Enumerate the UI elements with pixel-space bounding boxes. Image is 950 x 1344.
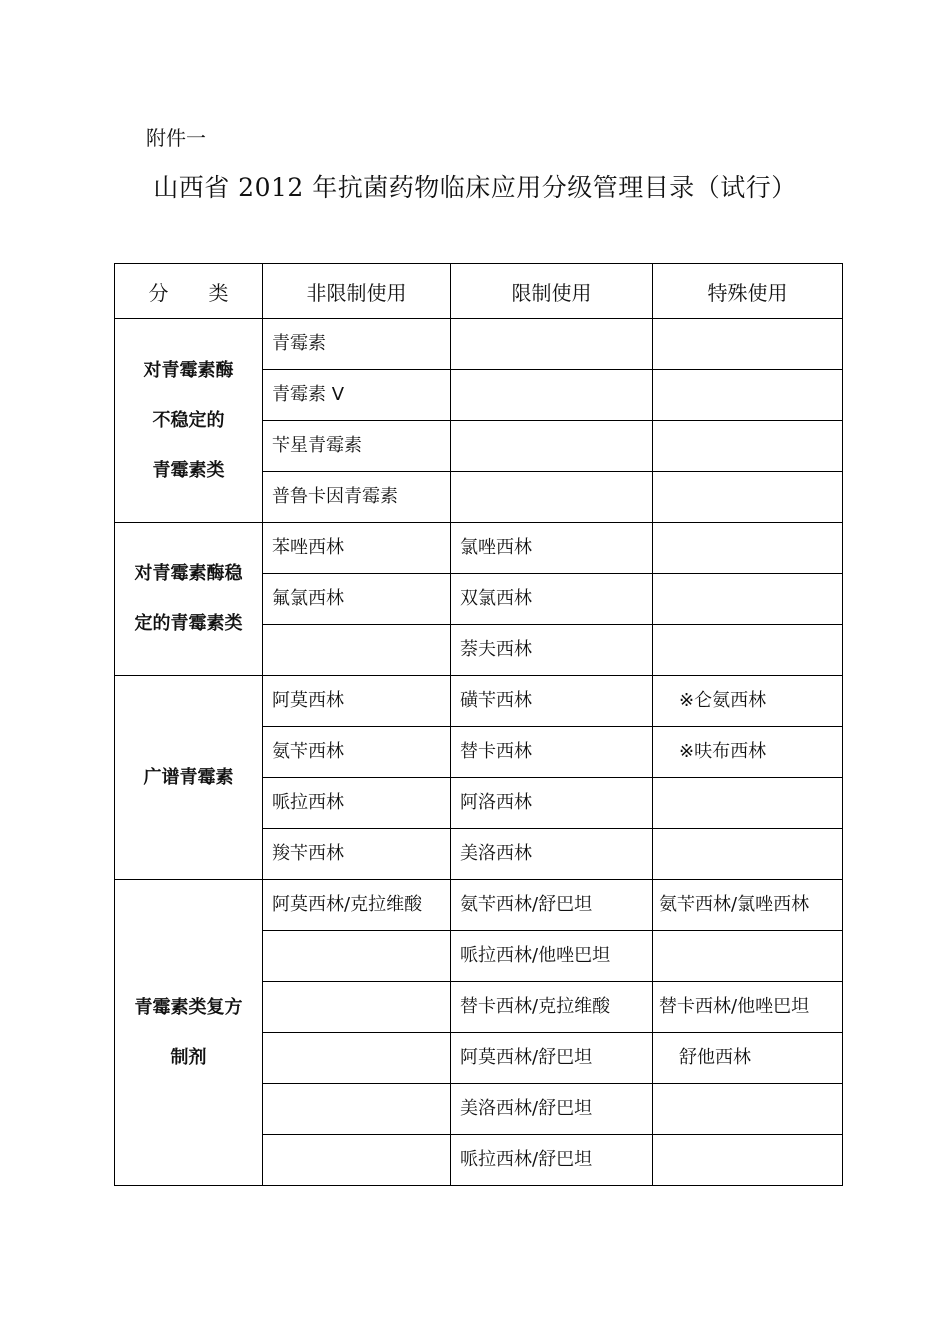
special-cell: [653, 880, 843, 931]
restricted-drug-name: [451, 319, 652, 329]
header-unrestricted: 非限制使用: [263, 264, 451, 319]
special-drug-name: [653, 370, 842, 380]
restricted-drug-name: [451, 472, 652, 482]
special-cell: [653, 319, 843, 370]
unrestricted-cell: [263, 574, 451, 625]
restricted-cell: [451, 829, 653, 880]
unrestricted-cell: [263, 1084, 451, 1135]
special-drug-name: [653, 829, 842, 839]
unrestricted-drug-name: 青霉素: [272, 333, 326, 354]
restricted-cell: [451, 1084, 653, 1135]
special-drug-name: ※呋布西林: [679, 741, 767, 762]
unrestricted-drug-name: 阿莫西林/克拉维酸: [272, 894, 423, 915]
restricted-cell: [451, 523, 653, 574]
category-label: 青霉素类复方 制剂: [134, 996, 243, 1068]
unrestricted-cell: [263, 370, 451, 421]
restricted-drug-name: 磺苄西林: [460, 690, 532, 711]
restricted-cell: [451, 472, 653, 523]
unrestricted-drug-name: 青霉素 V: [272, 384, 345, 405]
category-label: 广谱青霉素: [143, 766, 234, 788]
restricted-cell: [451, 319, 653, 370]
special-cell: [653, 523, 843, 574]
special-cell: [653, 727, 843, 778]
header-category: 分 类: [115, 264, 263, 319]
category-cell: [115, 319, 263, 523]
unrestricted-cell: [263, 778, 451, 829]
unrestricted-cell: [263, 982, 451, 1033]
restricted-drug-name: 阿莫西林/舒巴坦: [460, 1047, 593, 1068]
restricted-cell: [451, 421, 653, 472]
table-row: [115, 880, 843, 931]
unrestricted-drug-name: [263, 1084, 450, 1094]
restricted-drug-name: 萘夫西林: [460, 639, 532, 660]
unrestricted-cell: [263, 319, 451, 370]
unrestricted-drug-name: 苯唑西林: [272, 537, 344, 558]
restricted-drug-name: 阿洛西林: [460, 792, 532, 813]
restricted-cell: [451, 982, 653, 1033]
unrestricted-drug-name: 普鲁卡因青霉素: [272, 486, 398, 507]
restricted-cell: [451, 1033, 653, 1084]
unrestricted-drug-name: 苄星青霉素: [272, 435, 362, 456]
table-header-row: [115, 264, 843, 319]
unrestricted-cell: [263, 880, 451, 931]
special-cell: [653, 1033, 843, 1084]
restricted-cell: [451, 676, 653, 727]
unrestricted-drug-name: 氨苄西林: [272, 741, 344, 762]
restricted-cell: [451, 727, 653, 778]
unrestricted-cell: [263, 523, 451, 574]
restricted-drug-name: 美洛西林: [460, 843, 532, 864]
special-drug-name: [653, 574, 842, 584]
special-drug-name: [653, 931, 842, 941]
special-drug-name: [653, 625, 842, 635]
unrestricted-drug-name: 哌拉西林: [272, 792, 344, 813]
table-row: [115, 319, 843, 370]
special-drug-name: ※仑氨西林: [679, 690, 767, 711]
document-title: 山西省 2012 年抗菌药物临床应用分级管理目录（试行）: [153, 173, 797, 202]
unrestricted-cell: [263, 421, 451, 472]
restricted-cell: [451, 370, 653, 421]
restricted-drug-name: 替卡西林: [460, 741, 532, 762]
category-cell: [115, 880, 263, 1186]
special-drug-name: [653, 472, 842, 482]
unrestricted-drug-name: 阿莫西林: [272, 690, 344, 711]
special-cell: [653, 778, 843, 829]
unrestricted-drug-name: 氟氯西林: [272, 588, 344, 609]
special-cell: [653, 931, 843, 982]
restricted-drug-name: 双氯西林: [460, 588, 532, 609]
unrestricted-cell: [263, 472, 451, 523]
special-cell: [653, 1084, 843, 1135]
unrestricted-drug-name: 羧苄西林: [272, 843, 344, 864]
special-cell: [653, 472, 843, 523]
restricted-cell: [451, 1135, 653, 1186]
restricted-cell: [451, 625, 653, 676]
restricted-drug-name: 哌拉西林/他唑巴坦: [460, 945, 611, 966]
special-cell: [653, 625, 843, 676]
unrestricted-cell: [263, 829, 451, 880]
unrestricted-drug-name: [263, 1135, 450, 1145]
unrestricted-drug-name: [263, 1033, 450, 1043]
unrestricted-cell: [263, 931, 451, 982]
category-label: 对青霉素酶 不稳定的 青霉素类: [143, 359, 234, 481]
restricted-drug-name: 氨苄西林/舒巴坦: [460, 894, 593, 915]
table-body: [115, 319, 843, 1186]
special-cell: [653, 676, 843, 727]
restricted-drug-name: 氯唑西林: [460, 537, 532, 558]
unrestricted-cell: [263, 625, 451, 676]
special-drug-name: [653, 778, 842, 788]
restricted-drug-name: 美洛西林/舒巴坦: [460, 1098, 593, 1119]
special-drug-name: [653, 421, 842, 431]
special-cell: [653, 370, 843, 421]
special-drug-name: [653, 523, 842, 533]
unrestricted-cell: [263, 727, 451, 778]
restricted-drug-name: [451, 370, 652, 380]
special-cell: [653, 421, 843, 472]
restricted-drug-name: 替卡西林/克拉维酸: [460, 996, 611, 1017]
special-drug-name: 氨苄西林/氯唑西林: [659, 894, 810, 915]
restricted-drug-name: 哌拉西林/舒巴坦: [460, 1149, 593, 1170]
header-restricted: 限制使用: [451, 264, 653, 319]
special-cell: [653, 574, 843, 625]
special-cell: [653, 1135, 843, 1186]
restricted-drug-name: [451, 421, 652, 431]
special-drug-name: [653, 1135, 842, 1145]
restricted-cell: [451, 931, 653, 982]
header-special: 特殊使用: [653, 264, 843, 319]
attachment-label: 附件一: [146, 126, 206, 150]
category-cell: [115, 676, 263, 880]
special-drug-name: [653, 1084, 842, 1094]
special-drug-name: [653, 319, 842, 329]
unrestricted-cell: [263, 1135, 451, 1186]
unrestricted-drug-name: [263, 982, 450, 992]
unrestricted-cell: [263, 676, 451, 727]
unrestricted-drug-name: [263, 625, 450, 635]
special-drug-name: 舒他西林: [679, 1047, 751, 1068]
special-cell: [653, 829, 843, 880]
special-cell: [653, 982, 843, 1033]
restricted-cell: [451, 880, 653, 931]
restricted-cell: [451, 574, 653, 625]
table-row: [115, 676, 843, 727]
special-drug-name: 替卡西林/他唑巴坦: [659, 996, 810, 1017]
unrestricted-drug-name: [263, 931, 450, 941]
restricted-cell: [451, 778, 653, 829]
unrestricted-cell: [263, 1033, 451, 1084]
category-cell: [115, 523, 263, 676]
table-row: [115, 523, 843, 574]
category-label: 对青霉素酶稳 定的青霉素类: [134, 563, 243, 634]
antibiotic-catalog-table: [114, 263, 843, 1186]
